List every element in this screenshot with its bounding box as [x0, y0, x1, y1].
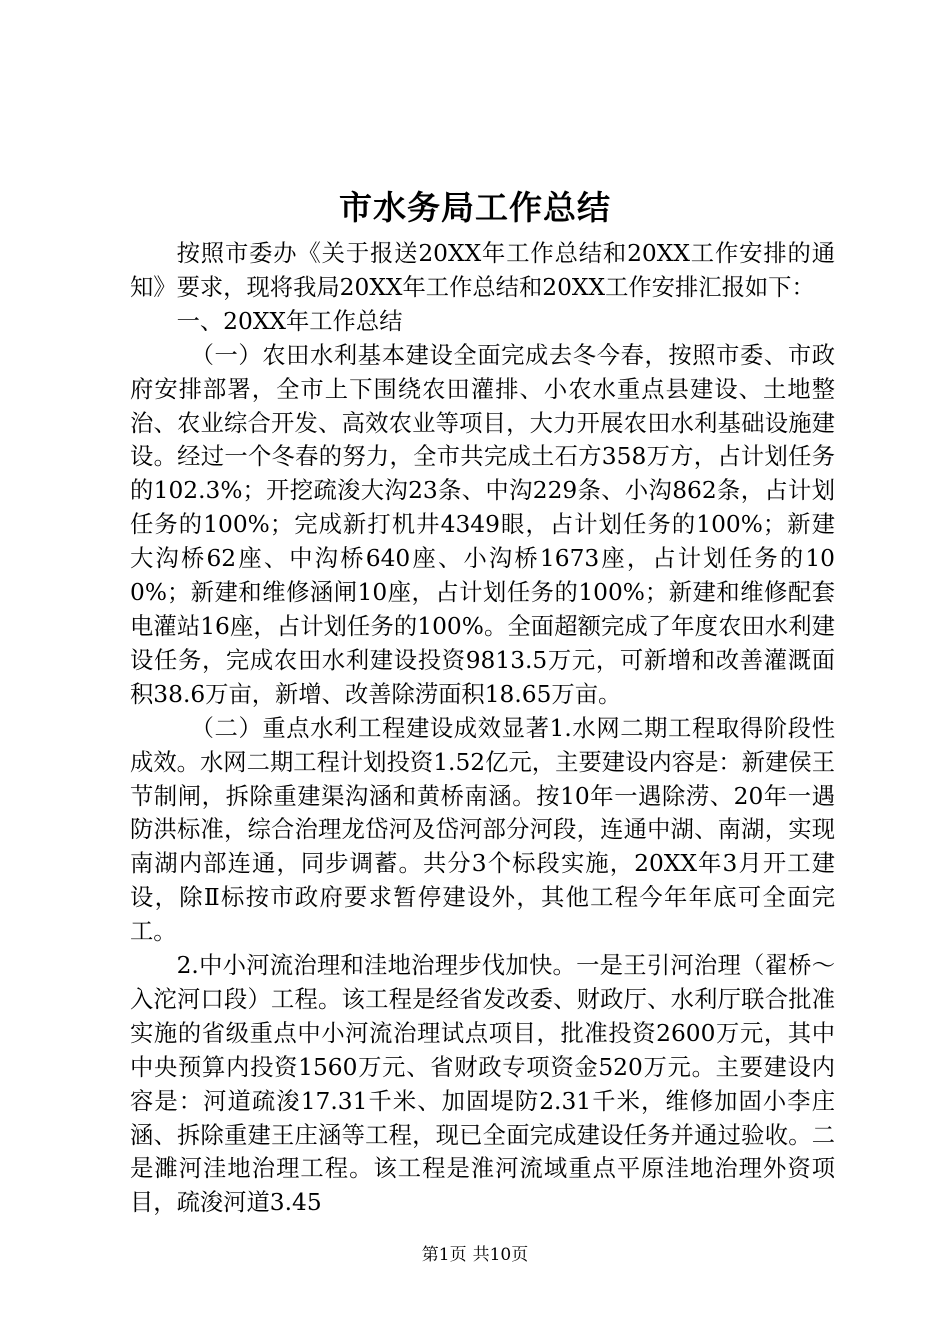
section-key-projects-paragraph: （二）重点水利工程建设成效显著1.水网二期工程取得阶段性成效。水网二期工程计划投资1.52亿元，主要建设内容是：新建侯王节制闸，拆除重建渠沟涵和黄桥南涵。按10年一遇除涝、20年一遇防洪标准，综合治理龙岱河及岱河部分河段，连通中湖、南湖，实现南湖内部连通，同步调蓄。共分3个标段实施，20XX年3月开工建设，除Ⅱ标按市政府要求暂停建设外，其他工程今年年底可全面完工。: [130, 714, 835, 946]
section-farmland-paragraph: （一）农田水利基本建设全面完成去冬今春，按照市委、市政府安排部署，全市上下围绕农田灌排、小农水重点县建设、土地整治、农业综合开发、高效农业等项目，大力开展农田水利基础设施建设。经过一个冬春的努力，全市共完成土石方358万方，占计划任务的102.3%；开挖疏浚大沟23条、中沟229条、小沟862条，占计划任务的100%；完成新打机井4349眼，占计划任务的100%；新建大沟桥62座、中沟桥640座、小沟桥1673座，占计划任务的100%；新建和维修涵闸10座，占计划任务的100%；新建和维修配套电灌站16座，占计划任务的100%。全面超额完成了年度农田水利建设任务，完成农田水利建设投资9813.5万元，可新增和改善灌溉面积38.6万亩，新增、改善除涝面积18.65万亩。: [130, 341, 835, 708]
document-body: [130, 237, 835, 1220]
page-number: 第1页: [421, 1245, 467, 1265]
page-footer: [0, 1243, 950, 1267]
document-title: 市水务局工作总结: [339, 188, 611, 227]
page-total: 共10页: [472, 1245, 529, 1265]
section-heading: 一、20XX年工作总结: [176, 307, 403, 335]
intro-paragraph: 按照市委办《关于报送20XX年工作总结和20XX工作安排的通知》要求，现将我局20XX年工作总结和20XX工作安排汇报如下：: [130, 240, 835, 301]
river-governance-paragraph: 2.中小河流治理和洼地治理步伐加快。一是王引河治理（翟桥～入沱河口段）工程。该工程是经省发改委、财政厅、水利厅联合批准实施的省级重点中小河流治理试点项目，批准投资2600万元，其中中央预算内投资1560万元、省财政专项资金520万元。主要建设内容是：河道疏浚17.31千米、加固堤防2.31千米，维修加固小李庄涵、拆除重建王庄涵等工程，现已全面完成建设任务并通过验收。二是濉河洼地治理工程。该工程是淮河流域重点平原洼地治理外资项目，疏浚河道3.45: [130, 952, 835, 1217]
